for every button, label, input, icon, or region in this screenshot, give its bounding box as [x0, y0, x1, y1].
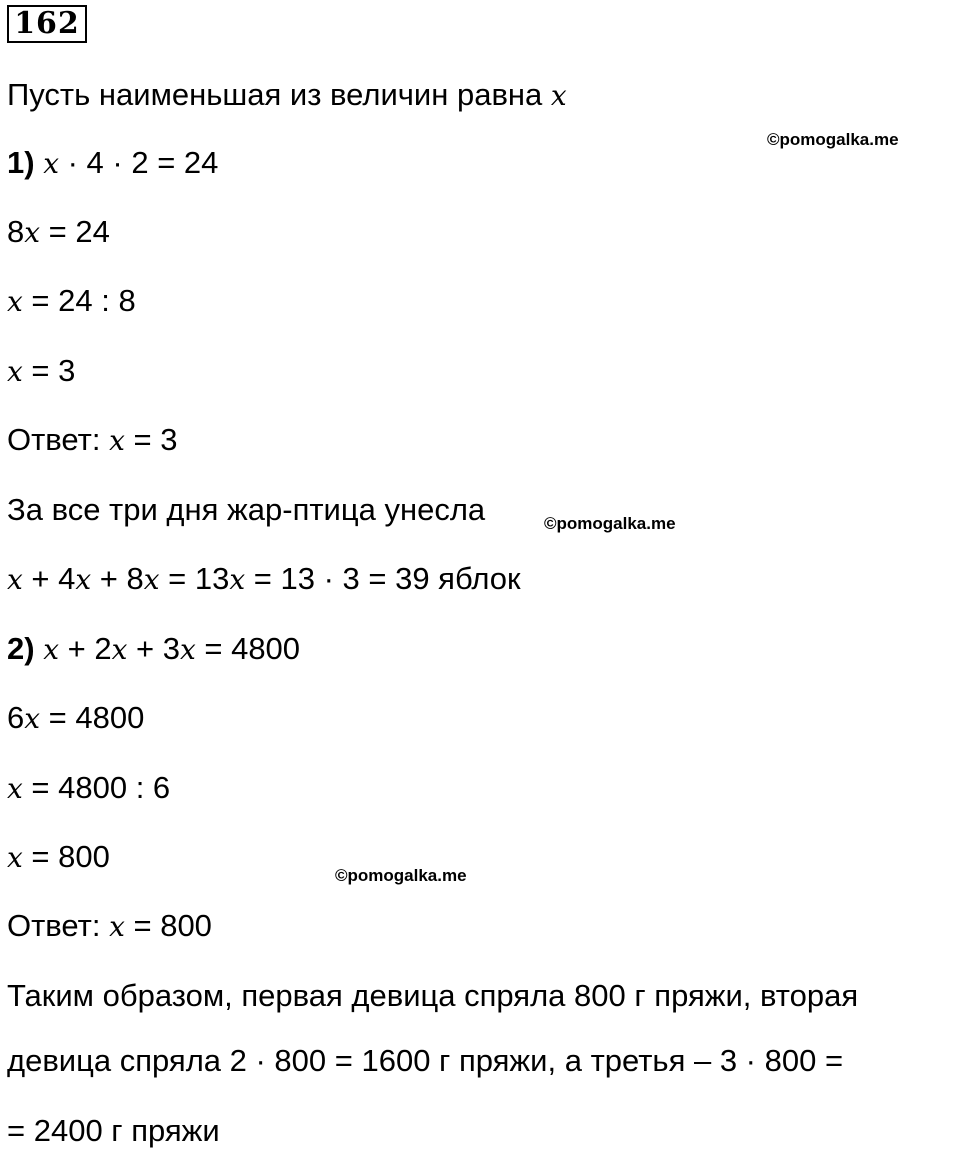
line-step [7, 770, 170, 807]
math-variable: x [109, 424, 125, 457]
math-variable: x [111, 633, 128, 666]
math-variable: x [7, 285, 23, 318]
math-variable: x [24, 216, 41, 249]
line-text: = 4800 [195, 631, 301, 666]
item-number: 2) [7, 631, 35, 666]
line-text: = 4800 [40, 700, 145, 735]
line-step [7, 839, 110, 876]
line-equation-2 [7, 631, 300, 668]
math-variable: x [7, 841, 23, 874]
line-conclusion [7, 978, 858, 1014]
math-variable: x [179, 633, 196, 666]
line-step [7, 700, 144, 737]
line-step [7, 561, 521, 598]
item-number: 1) [7, 145, 35, 180]
line-text: = 13 · 3 = 39 яблок [245, 561, 521, 596]
math-variable: x [75, 563, 92, 596]
line-text: = 800 [22, 839, 110, 874]
math-variable: x [229, 563, 246, 596]
math-variable: x [7, 355, 23, 388]
math-variable: x [43, 633, 59, 666]
watermark: ©pomogalka.me [767, 130, 899, 149]
line-text: девица спряла 2 · 800 = 1600 г пряжи, а третья – 3 · 800 = [7, 1043, 844, 1078]
line-text: = 800 [124, 908, 212, 943]
line-text: 8 [7, 214, 25, 249]
math-variable: x [43, 147, 59, 180]
watermark: ©pomogalka.me [544, 514, 676, 533]
line-text: Таким образом, первая девица спряла 800 г пряжи, вторая [7, 978, 859, 1013]
line-intro [7, 77, 567, 114]
line-step [7, 353, 75, 390]
line-text: Пусть наименьшая из величин равна [7, 77, 551, 112]
math-variable: x [143, 563, 160, 596]
line-text: Ответ: [7, 908, 110, 943]
line-text: + 8 [91, 561, 144, 596]
math-variable: x [24, 702, 41, 735]
line-text: 6 [7, 700, 25, 735]
line-conclusion [7, 1043, 843, 1079]
line-text: = 13 [159, 561, 230, 596]
line-text: За все три дня жар-птица унесла [7, 492, 486, 527]
line-text: Ответ: [7, 422, 110, 457]
line-answer [7, 908, 212, 945]
line-text: + 3 [127, 631, 180, 666]
line-answer [7, 422, 177, 459]
line-text: = 24 : 8 [22, 283, 136, 318]
math-variable: x [7, 772, 23, 805]
line-text: = 3 [22, 353, 76, 388]
line-text: = 24 [40, 214, 110, 249]
math-variable: x [550, 79, 567, 112]
math-variable: x [7, 563, 23, 596]
line-text: + 4 [22, 561, 76, 596]
line-equation-1 [7, 145, 218, 182]
problem-number: 162 [7, 5, 87, 43]
line-step [7, 214, 110, 251]
math-variable: x [109, 910, 125, 943]
line-conclusion [7, 1113, 220, 1149]
line-text: = 4800 : 6 [22, 770, 171, 805]
line-step [7, 283, 136, 320]
watermark: ©pomogalka.me [335, 866, 467, 885]
line-text-block [7, 492, 485, 528]
line-text: · 4 · 2 = 24 [59, 145, 219, 180]
line-text: = 2400 г пряжи [7, 1113, 220, 1148]
line-text: + 2 [59, 631, 112, 666]
line-text: = 3 [124, 422, 178, 457]
